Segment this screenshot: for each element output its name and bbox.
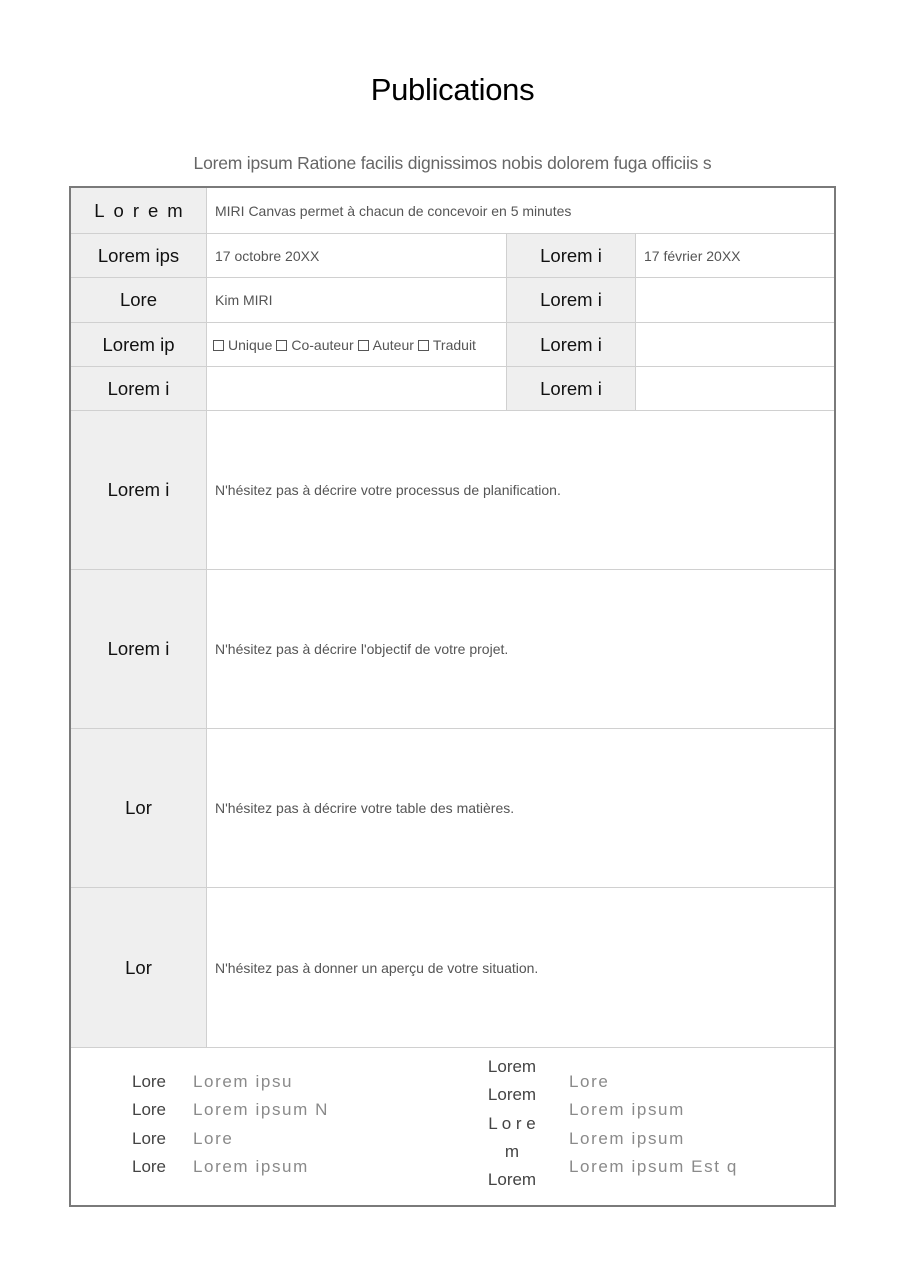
start-date-field[interactable]: 17 octobre 20XX: [215, 247, 320, 264]
section-overview: [71, 888, 834, 1048]
section-label: Lor: [71, 729, 207, 887]
footer-value: Lorem ipsum: [193, 1156, 309, 1176]
section-label: Lor: [71, 888, 207, 1047]
footer-key: Lore: [131, 1156, 167, 1176]
footer-value: Lorem ipsum N: [193, 1100, 330, 1120]
checkbox-icon: [358, 340, 369, 351]
footer-left-keys: [119, 1068, 179, 1181]
field-label: Lorem i: [506, 367, 636, 410]
publication-type-checkboxes: [207, 323, 506, 366]
page-title: Publications: [370, 72, 535, 107]
footer-key: Lorem: [487, 1085, 537, 1105]
input-field[interactable]: [636, 323, 834, 366]
footer-left-values: [193, 1068, 443, 1181]
footer-value: Lorem ipsum: [569, 1100, 685, 1120]
checkbox-icon: [418, 340, 429, 351]
section-label: Lorem i: [71, 570, 207, 728]
input-field[interactable]: [207, 367, 506, 410]
field-label: Lore: [71, 278, 207, 322]
form-row-type: [71, 323, 834, 367]
checkbox-icon: [276, 340, 287, 351]
header-value[interactable]: MIRI Canvas permet à chacun de concevoir en 5 minutes: [215, 202, 572, 219]
section-text-area[interactable]: N'hésitez pas à décrire votre processus de planification.: [215, 482, 561, 498]
section-label: Lorem i: [71, 411, 207, 569]
section-text-area[interactable]: N'hésitez pas à décrire l'objectif de votre projet.: [215, 641, 509, 657]
footer-value: Lore: [569, 1072, 610, 1091]
footer-key: m: [504, 1141, 520, 1161]
footer-key: Lorem: [487, 1057, 537, 1076]
input-field[interactable]: [636, 367, 834, 410]
section-text-area[interactable]: N'hésitez pas à donner un aperçu de votre situation.: [215, 959, 539, 976]
form-row-dates: [71, 234, 834, 278]
footer-key: L o r e: [488, 1113, 536, 1133]
footer-value: Lorem ipsu: [193, 1072, 294, 1091]
publication-form: [69, 186, 836, 1207]
author-field[interactable]: Kim MIRI: [215, 292, 273, 308]
section-text-area[interactable]: N'hésitez pas à décrire votre table des matières.: [215, 800, 515, 816]
footer-key: Lore: [131, 1128, 167, 1148]
form-row-extra: [71, 367, 834, 411]
form-row-author: [71, 278, 834, 323]
section-objective: [71, 570, 834, 729]
field-label: Lorem ips: [71, 234, 207, 277]
checkbox-co-auteur[interactable]: Co-auteur: [272, 337, 353, 353]
section-contents: [71, 729, 834, 888]
field-label: Lorem i: [506, 278, 636, 322]
footer-key: Lorem: [487, 1170, 537, 1190]
header-label: Lorem: [71, 188, 207, 233]
footer-key: Lore: [131, 1100, 167, 1120]
field-label: Lorem i: [506, 234, 636, 277]
input-field[interactable]: [636, 278, 834, 322]
checkbox-auteur[interactable]: Auteur: [354, 337, 414, 353]
field-label: Lorem i: [71, 367, 207, 410]
footer-right-values: [569, 1068, 819, 1181]
checkbox-traduit[interactable]: Traduit: [414, 337, 476, 353]
checkbox-icon: [213, 340, 224, 351]
checkbox-unique[interactable]: Unique: [209, 337, 272, 353]
footer-right-keys: [477, 1053, 547, 1194]
form-row-header: [71, 188, 834, 234]
page-subtitle: Lorem ipsum Ratione facilis dignissimos nobis dolorem fuga officiis s: [193, 153, 712, 173]
footer-value: Lorem ipsum Est q: [569, 1156, 738, 1176]
footer-value: Lore: [193, 1128, 234, 1148]
footer-info: [71, 1048, 834, 1207]
footer-key: Lore: [131, 1072, 167, 1091]
section-planning: [71, 411, 834, 570]
end-date-field[interactable]: 17 février 20XX: [644, 247, 741, 264]
footer-value: Lorem ipsum: [569, 1128, 685, 1148]
field-label: Lorem i: [506, 323, 636, 366]
field-label: Lorem ip: [71, 323, 207, 366]
